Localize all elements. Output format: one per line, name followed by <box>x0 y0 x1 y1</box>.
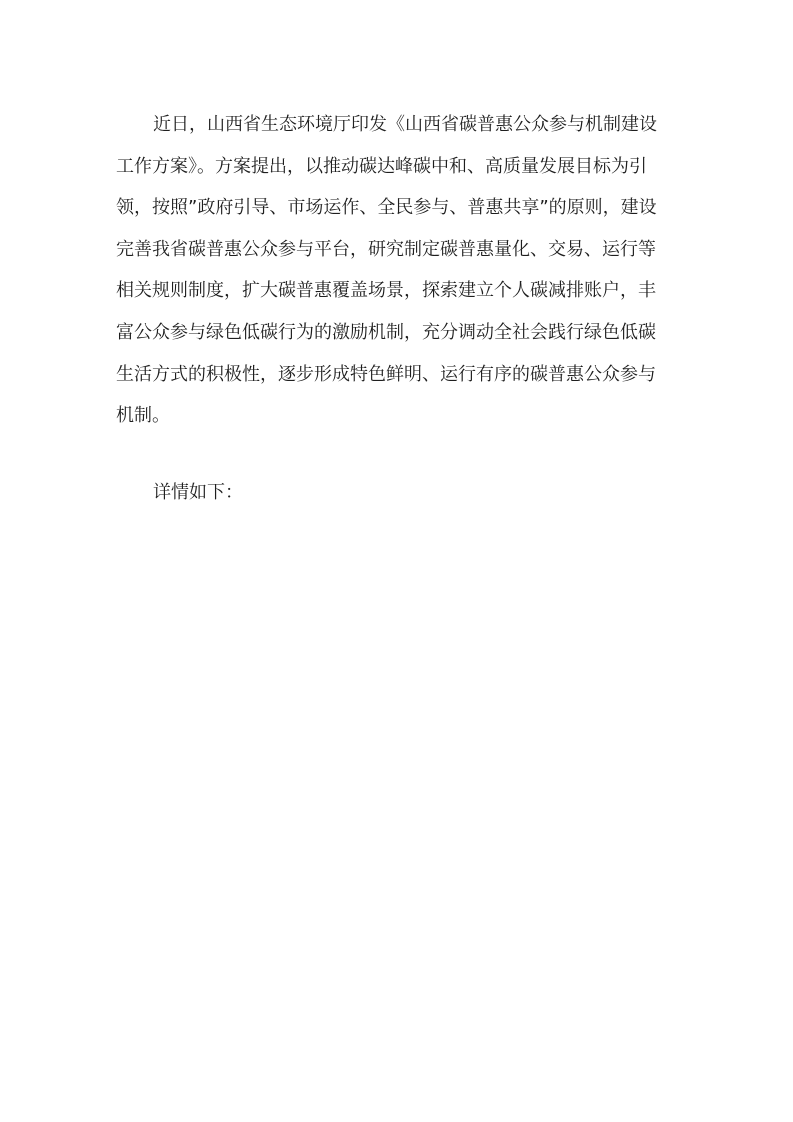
text-line: 完善我省碳普惠公众参与平台，研究制定碳普惠量化、交易、运行等 <box>116 238 656 260</box>
text-line: 相关规则制度，扩大碳普惠覆盖场景，探索建立个人碳减排账户，丰 <box>116 280 656 302</box>
text-line: 机制。 <box>116 405 170 427</box>
text-line: 生活方式的积极性，逐步形成特色鲜明、运行有序的碳普惠公众参与 <box>116 363 656 385</box>
intro-paragraph <box>116 104 666 437</box>
details-paragraph <box>116 472 666 514</box>
text-line: 领，按照”政府引导、市场运作、全民参与、普惠共享”的原则，建设 <box>116 197 657 219</box>
text-line: 工作方案》。方案提出，以推动碳达峰碳中和、高质量发展目标为引 <box>116 155 647 177</box>
text-line: 近日，山西省生态环境厅印发《山西省碳普惠公众参与机制建设 <box>153 114 657 135</box>
details-label: 详情如下： <box>153 482 243 503</box>
text-line: 富公众参与绿色低碳行为的激励机制，充分调动全社会践行绿色低碳 <box>116 321 656 343</box>
